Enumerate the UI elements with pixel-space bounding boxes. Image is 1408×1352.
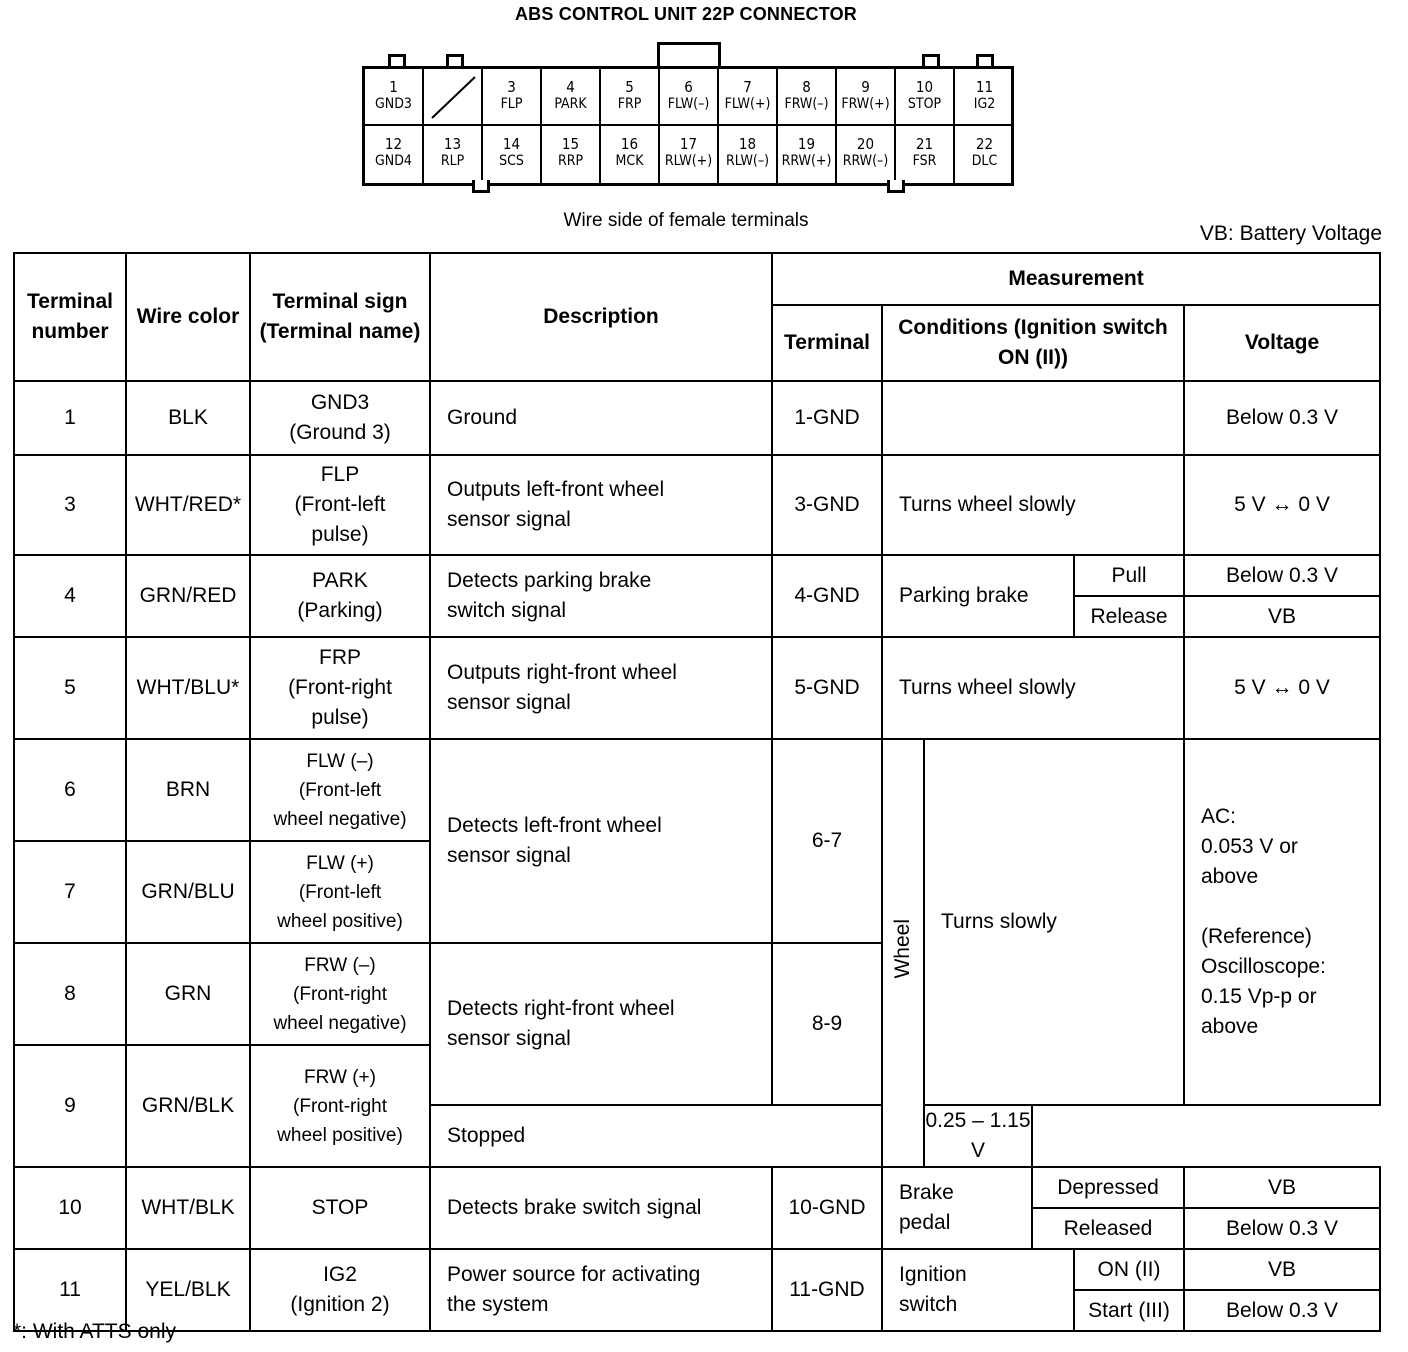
pin-sign: RRW(+) bbox=[781, 153, 832, 169]
vb-note: VB: Battery Voltage bbox=[1199, 222, 1382, 245]
connector-pin bbox=[542, 69, 601, 126]
terminal-sign: FLP (Front-left pulse) bbox=[250, 455, 430, 555]
terminal-sign: FLW (–) (Front-left wheel negative) bbox=[250, 739, 430, 841]
table-row bbox=[14, 1167, 1380, 1208]
table-row bbox=[14, 455, 1380, 555]
description: Detects left-front wheel sensor signal bbox=[430, 739, 772, 943]
pin-sign: RLW(–) bbox=[725, 153, 770, 169]
wire-color: BLK bbox=[126, 381, 250, 455]
connector-pin bbox=[778, 69, 837, 126]
measure-terminal: 8-9 bbox=[772, 943, 882, 1105]
pin-sign: PARK bbox=[554, 96, 587, 112]
header-wire-color: Wire color bbox=[126, 253, 250, 381]
table-row bbox=[14, 739, 1380, 841]
pin-sign: RRP bbox=[557, 153, 584, 169]
measure-terminal: 1-GND bbox=[772, 381, 882, 455]
description: Outputs right-front wheel sensor signal bbox=[430, 637, 772, 739]
connector-pin bbox=[483, 69, 542, 126]
terminal-number: 10 bbox=[14, 1167, 126, 1249]
terminal-sign: GND3 (Ground 3) bbox=[250, 381, 430, 455]
voltage: 0.25 – 1.15 V bbox=[924, 1105, 1032, 1167]
pin-sign: GND3 bbox=[375, 96, 412, 112]
pin-number: 7 bbox=[743, 78, 752, 96]
connector-pin bbox=[660, 69, 719, 126]
description: Detects parking brake switch signal bbox=[430, 555, 772, 637]
wheel-label: Wheel bbox=[882, 739, 924, 1167]
connector-pin bbox=[424, 126, 483, 183]
sub-condition: ON (II) bbox=[1074, 1249, 1184, 1290]
header-description: Description bbox=[430, 253, 772, 381]
pin-sign: IG2 bbox=[973, 96, 996, 112]
pin-number: 21 bbox=[915, 135, 934, 153]
connector-pin bbox=[483, 126, 542, 183]
sub-condition: Start (III) bbox=[1074, 1290, 1184, 1331]
connector-pin bbox=[896, 69, 955, 126]
connector-pin bbox=[542, 126, 601, 183]
connector-pin bbox=[896, 126, 955, 183]
table-row bbox=[14, 1249, 1380, 1290]
terminal-number: 11 bbox=[14, 1249, 126, 1331]
terminal-sign: FRW (+) (Front-right wheel positive) bbox=[250, 1045, 430, 1167]
wire-color: WHT/BLK bbox=[126, 1167, 250, 1249]
pin-sign: RLW(+) bbox=[664, 153, 713, 169]
pin-number: 11 bbox=[975, 78, 994, 96]
connector-pin bbox=[837, 126, 896, 183]
pin-number: 8 bbox=[802, 78, 811, 96]
condition bbox=[882, 381, 1184, 455]
voltage: VB bbox=[1184, 1249, 1380, 1290]
terminal-sign: FLW (+) (Front-left wheel positive) bbox=[250, 841, 430, 943]
pin-sign: RRW(–) bbox=[842, 153, 889, 169]
description: Ground bbox=[430, 381, 772, 455]
measure-terminal: 4-GND bbox=[772, 555, 882, 637]
connector-pin bbox=[601, 69, 660, 126]
pin-sign: GND4 bbox=[375, 153, 412, 169]
wire-color: GRN/RED bbox=[126, 555, 250, 637]
condition-stopped: Stopped bbox=[430, 1105, 924, 1167]
blank-pin-slash bbox=[424, 69, 483, 126]
sub-condition: Release bbox=[1074, 596, 1184, 637]
terminal-sign: FRP (Front-right pulse) bbox=[250, 637, 430, 739]
sub-condition: Released bbox=[1032, 1208, 1184, 1249]
pin-sign: STOP bbox=[907, 96, 942, 112]
condition: Brake pedal bbox=[882, 1167, 1032, 1249]
connector-pin bbox=[955, 126, 1014, 183]
description: Power source for activating the system bbox=[430, 1249, 772, 1331]
condition: Turns wheel slowly bbox=[882, 455, 1184, 555]
connector-pin bbox=[601, 126, 660, 183]
header-conditions: Conditions (Ignition switch ON (II)) bbox=[882, 305, 1184, 381]
terminal-number: 9 bbox=[14, 1045, 126, 1167]
pin-number: 19 bbox=[797, 135, 816, 153]
terminal-sign: PARK (Parking) bbox=[250, 555, 430, 637]
pin-number: 15 bbox=[561, 135, 580, 153]
wire-color: GRN/BLK bbox=[126, 1045, 250, 1167]
pin-number: 18 bbox=[738, 135, 757, 153]
pin-sign: SCS bbox=[499, 153, 524, 169]
pin-number: 20 bbox=[856, 135, 875, 153]
measure-terminal: 11-GND bbox=[772, 1249, 882, 1331]
measure-terminal: 3-GND bbox=[772, 455, 882, 555]
terminal-sign: STOP bbox=[250, 1167, 430, 1249]
pin-sign: FRW(–) bbox=[784, 96, 829, 112]
description: Detects brake switch signal bbox=[430, 1167, 772, 1249]
description: Outputs left-front wheel sensor signal bbox=[430, 455, 772, 555]
pin-number: 9 bbox=[861, 78, 870, 96]
pin-sign: FLP bbox=[500, 96, 523, 112]
connector-caption: Wire side of female terminals bbox=[563, 210, 809, 231]
terminal-table bbox=[13, 252, 1381, 1332]
condition: Turns wheel slowly bbox=[882, 637, 1184, 739]
connector-key bbox=[657, 42, 721, 69]
connector-pin bbox=[365, 126, 424, 183]
pin-number: 13 bbox=[443, 135, 462, 153]
connector-diagram bbox=[362, 42, 1016, 196]
wire-color: WHT/RED* bbox=[126, 455, 250, 555]
terminal-number: 5 bbox=[14, 637, 126, 739]
pin-sign: MCK bbox=[615, 153, 644, 169]
connector-pin bbox=[719, 126, 778, 183]
header-terminal: Terminal bbox=[772, 305, 882, 381]
table-row bbox=[14, 381, 1380, 455]
voltage: Below 0.3 V bbox=[1184, 1208, 1380, 1249]
voltage-ac: AC: 0.053 V or above (Reference) Oscilloscope: 0.15 Vp-p or above bbox=[1184, 739, 1380, 1105]
table-row bbox=[14, 637, 1380, 739]
pin-number: 14 bbox=[502, 135, 521, 153]
header-voltage: Voltage bbox=[1184, 305, 1380, 381]
sub-condition: Depressed bbox=[1032, 1167, 1184, 1208]
measure-terminal: 10-GND bbox=[772, 1167, 882, 1249]
pin-sign: DLC bbox=[971, 153, 998, 169]
terminal-number: 8 bbox=[14, 943, 126, 1045]
terminal-number: 6 bbox=[14, 739, 126, 841]
pin-number: 4 bbox=[566, 78, 575, 96]
pin-number: 6 bbox=[684, 78, 693, 96]
pin-number: 3 bbox=[507, 78, 516, 96]
pin-sign: FRP bbox=[617, 96, 642, 112]
pin-sign: FRW(+) bbox=[841, 96, 890, 112]
header-measurement: Measurement bbox=[772, 253, 1380, 305]
pin-number: 5 bbox=[625, 78, 634, 96]
pin-number: 17 bbox=[679, 135, 698, 153]
pin-number: 22 bbox=[975, 135, 994, 153]
condition: Parking brake bbox=[882, 555, 1074, 637]
pin-sign: FLW(–) bbox=[667, 96, 710, 112]
voltage: VB bbox=[1184, 1167, 1380, 1208]
voltage: 5 V ↔ 0 V bbox=[1184, 637, 1380, 739]
terminal-number: 4 bbox=[14, 555, 126, 637]
connector-pin bbox=[778, 126, 837, 183]
wire-color: WHT/BLU* bbox=[126, 637, 250, 739]
terminal-number: 3 bbox=[14, 455, 126, 555]
connector-pin bbox=[719, 69, 778, 126]
header-terminal-sign: Terminal sign (Terminal name) bbox=[250, 253, 430, 381]
terminal-sign: FRW (–) (Front-right wheel negative) bbox=[250, 943, 430, 1045]
pin-sign: FLW(+) bbox=[724, 96, 771, 112]
wire-color: YEL/BLK bbox=[126, 1249, 250, 1331]
pin-number: 16 bbox=[620, 135, 639, 153]
pin-sign: RLP bbox=[440, 153, 465, 169]
table-row bbox=[14, 555, 1380, 596]
pin-number: 10 bbox=[915, 78, 934, 96]
terminal-number: 1 bbox=[14, 381, 126, 455]
connector-pin bbox=[365, 69, 424, 126]
voltage: Below 0.3 V bbox=[1184, 1290, 1380, 1331]
wire-color: BRN bbox=[126, 739, 250, 841]
description: Detects right-front wheel sensor signal bbox=[430, 943, 772, 1105]
voltage: Below 0.3 V bbox=[1184, 381, 1380, 455]
header-terminal-number: Terminal number bbox=[14, 253, 126, 381]
connector-pin bbox=[660, 126, 719, 183]
connector-pin bbox=[837, 69, 896, 126]
measure-terminal: 5-GND bbox=[772, 637, 882, 739]
sub-condition: Pull bbox=[1074, 555, 1184, 596]
terminal-sign: IG2 (Ignition 2) bbox=[250, 1249, 430, 1331]
pin-number: 1 bbox=[389, 78, 398, 96]
condition-turns-slowly: Turns slowly bbox=[924, 739, 1184, 1105]
voltage: VB bbox=[1184, 596, 1380, 637]
voltage: Below 0.3 V bbox=[1184, 555, 1380, 596]
footnote: *: With ATTS only bbox=[13, 1320, 176, 1343]
pin-sign: FSR bbox=[912, 153, 937, 169]
measure-terminal: 6-7 bbox=[772, 739, 882, 943]
wire-color: GRN bbox=[126, 943, 250, 1045]
connector-bottom-tab-right bbox=[887, 180, 905, 193]
voltage: 5 V ↔ 0 V bbox=[1184, 455, 1380, 555]
terminal-number: 7 bbox=[14, 841, 126, 943]
connector-pin bbox=[955, 69, 1014, 126]
pin-number: 12 bbox=[384, 135, 403, 153]
connector-body bbox=[362, 66, 1014, 186]
wire-color: GRN/BLU bbox=[126, 841, 250, 943]
connector-bottom-tab-left bbox=[472, 180, 490, 193]
condition: Ignition switch bbox=[882, 1249, 1074, 1331]
connector-title: ABS CONTROL UNIT 22P CONNECTOR bbox=[514, 4, 858, 24]
